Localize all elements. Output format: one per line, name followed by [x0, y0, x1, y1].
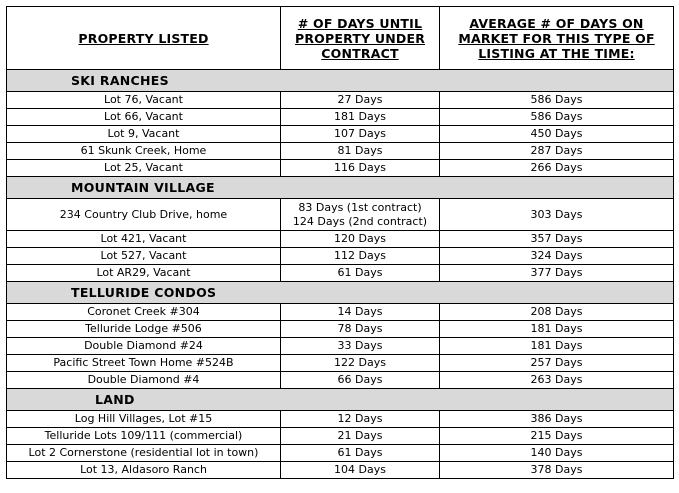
header-days-until-contract: # OF DAYS UNTIL PROPERTY UNDER CONTRACT [281, 7, 440, 70]
table-row [7, 411, 674, 428]
section-title: SKI RANCHES [7, 70, 674, 92]
property-cell: Double Diamond #4 [7, 372, 281, 389]
table-row [7, 445, 674, 462]
table-row [7, 126, 674, 143]
avg-cell: 377 Days [440, 265, 674, 282]
avg-cell: 181 Days [440, 321, 674, 338]
property-cell: 234 Country Club Drive, home [7, 199, 281, 231]
days-cell: 81 Days [281, 143, 440, 160]
avg-cell: 586 Days [440, 92, 674, 109]
avg-cell: 181 Days [440, 338, 674, 355]
avg-cell: 357 Days [440, 231, 674, 248]
table-row [7, 355, 674, 372]
section-telluride-condos [7, 282, 674, 304]
property-cell: Lot 66, Vacant [7, 109, 281, 126]
section-ski-ranches [7, 70, 674, 92]
section-title: LAND [7, 389, 674, 411]
header-avg-days-market: AVERAGE # OF DAYS ON MARKET FOR THIS TYPE OF LISTING AT THE TIME: [440, 7, 674, 70]
avg-cell: 450 Days [440, 126, 674, 143]
days-cell: 107 Days [281, 126, 440, 143]
avg-cell: 586 Days [440, 109, 674, 126]
section-mountain-village [7, 177, 674, 199]
avg-cell: 208 Days [440, 304, 674, 321]
table-row [7, 265, 674, 282]
avg-cell: 303 Days [440, 199, 674, 231]
days-cell: 21 Days [281, 428, 440, 445]
days-cell: 12 Days [281, 411, 440, 428]
days-cell: 61 Days [281, 445, 440, 462]
section-land [7, 389, 674, 411]
property-cell: Lot 9, Vacant [7, 126, 281, 143]
days-cell: 78 Days [281, 321, 440, 338]
property-cell: Telluride Lots 109/111 (commercial) [7, 428, 281, 445]
property-cell: Pacific Street Town Home #524B [7, 355, 281, 372]
days-cell: 66 Days [281, 372, 440, 389]
days-cell: 61 Days [281, 265, 440, 282]
avg-cell: 378 Days [440, 462, 674, 479]
days-cell: 27 Days [281, 92, 440, 109]
days-cell: 181 Days [281, 109, 440, 126]
days-cell: 112 Days [281, 248, 440, 265]
avg-cell: 215 Days [440, 428, 674, 445]
table-row [7, 160, 674, 177]
property-cell: 61 Skunk Creek, Home [7, 143, 281, 160]
days-cell: 14 Days [281, 304, 440, 321]
avg-cell: 324 Days [440, 248, 674, 265]
table-row [7, 338, 674, 355]
days-cell: 120 Days [281, 231, 440, 248]
property-cell: Double Diamond #24 [7, 338, 281, 355]
avg-cell: 287 Days [440, 143, 674, 160]
days-cell: 116 Days [281, 160, 440, 177]
property-cell: Log Hill Villages, Lot #15 [7, 411, 281, 428]
property-cell: Lot 13, Aldasoro Ranch [7, 462, 281, 479]
avg-cell: 386 Days [440, 411, 674, 428]
table-row [7, 199, 674, 231]
table-row [7, 321, 674, 338]
days-cell: 104 Days [281, 462, 440, 479]
table-row [7, 372, 674, 389]
avg-cell: 140 Days [440, 445, 674, 462]
header-property: PROPERTY LISTED [7, 7, 281, 70]
table-row [7, 428, 674, 445]
days-cell: 122 Days [281, 355, 440, 372]
property-cell: Lot 76, Vacant [7, 92, 281, 109]
table-row [7, 143, 674, 160]
days-first-contract: 83 Days (1st contract) [298, 200, 422, 214]
header-row [7, 7, 674, 70]
section-title: TELLURIDE CONDOS [7, 282, 674, 304]
table-row [7, 304, 674, 321]
table-row [7, 462, 674, 479]
property-cell: Lot 421, Vacant [7, 231, 281, 248]
days-cell [281, 199, 440, 231]
property-cell: Lot 2 Cornerstone (residential lot in town) [7, 445, 281, 462]
avg-cell: 263 Days [440, 372, 674, 389]
table-row [7, 92, 674, 109]
property-cell: Lot 527, Vacant [7, 248, 281, 265]
table-row [7, 109, 674, 126]
listings-table [6, 6, 674, 479]
property-cell: Lot 25, Vacant [7, 160, 281, 177]
property-cell: Coronet Creek #304 [7, 304, 281, 321]
days-second-contract: 124 Days (2nd contract) [292, 214, 428, 228]
section-title: MOUNTAIN VILLAGE [7, 177, 674, 199]
table-row [7, 231, 674, 248]
table-row [7, 248, 674, 265]
property-cell: Telluride Lodge #506 [7, 321, 281, 338]
days-cell: 33 Days [281, 338, 440, 355]
property-cell: Lot AR29, Vacant [7, 265, 281, 282]
avg-cell: 266 Days [440, 160, 674, 177]
avg-cell: 257 Days [440, 355, 674, 372]
